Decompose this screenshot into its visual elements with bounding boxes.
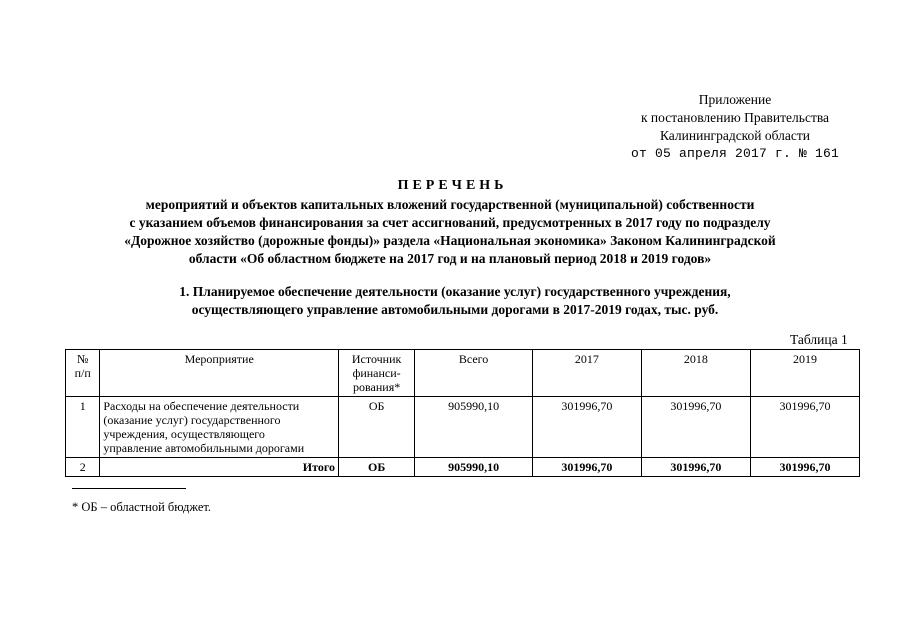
cell-2017: 301996,70 <box>532 397 641 458</box>
cell-2018: 301996,70 <box>641 458 750 477</box>
cell-num: 1 <box>66 397 100 458</box>
header-2019: 2019 <box>750 350 859 397</box>
table-row-total <box>66 458 860 477</box>
cell-source: ОБ <box>339 397 415 458</box>
cell-total: 905990,10 <box>415 397 533 458</box>
table-row <box>66 397 860 458</box>
section-line: осуществляющего управление автомобильными дорогами в 2017-2019 годах, тыс. руб. <box>191 302 719 317</box>
appendix-line-3: Калининградской области <box>659 128 811 143</box>
cell-source: ОБ <box>339 458 415 477</box>
header-source-line: финанси- <box>352 366 401 380</box>
appendix-block <box>620 91 850 163</box>
header-2018: 2018 <box>641 350 750 397</box>
section-line: 1. Планируемое обеспечение деятельности (оказание услуг) государственного учреждения, <box>179 284 731 299</box>
header-num-line: № <box>76 352 89 366</box>
cell-num: 2 <box>66 458 100 477</box>
header-source <box>339 350 415 397</box>
section-heading <box>90 283 820 319</box>
cell-name-line: Расходы на обеспечение деятельности <box>103 399 300 413</box>
subtitle-line: «Дорожное хозяйство (дорожные фонды)» раздела «Национальная экономика» Законом Калининградской <box>124 233 776 248</box>
cell-2019: 301996,70 <box>750 397 859 458</box>
header-total: Всего <box>415 350 533 397</box>
header-name: Мероприятие <box>100 350 339 397</box>
header-2017: 2017 <box>532 350 641 397</box>
cell-2017: 301996,70 <box>532 458 641 477</box>
table-header-row <box>66 350 860 397</box>
cell-2018: 301996,70 <box>641 397 750 458</box>
cell-2019: 301996,70 <box>750 458 859 477</box>
document-subtitle <box>70 196 830 268</box>
subtitle-line: с указанием объемов финансирования за счет ассигнований, предусмотренных в 2017 году по подразделу <box>129 215 771 230</box>
header-num-line: п/п <box>74 366 91 380</box>
document-title: ПЕРЕЧЕНЬ <box>397 178 508 193</box>
appendix-line-1: Приложение <box>698 92 772 107</box>
footnote: * ОБ – областной бюджет. <box>72 500 212 514</box>
subtitle-line: мероприятий и объектов капитальных вложений государственной (муниципальной) собственности <box>145 197 755 212</box>
footnote-divider <box>72 488 186 489</box>
appendix-line-2: к постановлению Правительства <box>640 110 830 125</box>
cell-name-line: (оказание услуг) государственного <box>103 413 281 427</box>
financing-table <box>65 349 860 477</box>
header-source-line: рования* <box>353 380 401 394</box>
cell-name: Итого <box>100 458 339 477</box>
header-num <box>66 350 100 397</box>
table-caption: Таблица 1 <box>790 332 848 347</box>
header-source-line: Источник <box>351 352 402 366</box>
appendix-dateline: от 05 апреля 2017 г. № 161 <box>630 146 840 161</box>
cell-total: 905990,10 <box>415 458 533 477</box>
cell-name-line: учреждения, осуществляющего <box>103 427 265 441</box>
subtitle-line: области «Об областном бюджете на 2017 год и на плановый период 2018 и 2019 годов» <box>188 251 712 266</box>
cell-name-line: управление автомобильными дорогами <box>103 441 305 455</box>
cell-name <box>100 397 339 458</box>
